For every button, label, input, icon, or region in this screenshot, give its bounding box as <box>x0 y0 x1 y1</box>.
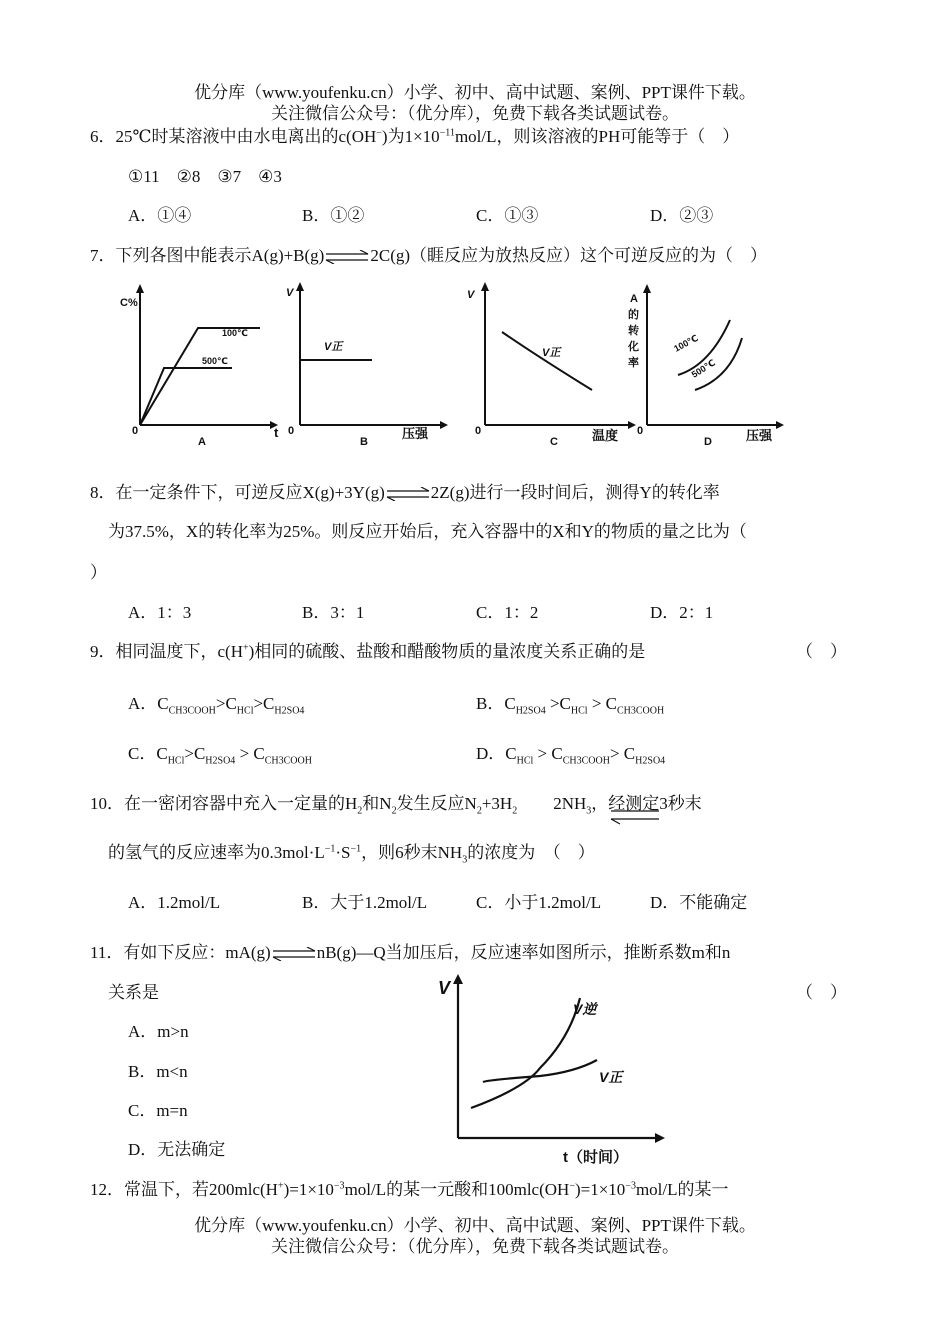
question-11-stem: 11．有如下反应：mA(g) nB(g)—Q当加压后，反应速率如图所示，推断系数m和n <box>90 943 731 962</box>
q11-ylabel: V <box>438 978 451 998</box>
graph-c-caption: C <box>550 436 558 448</box>
q11-curve-reverse <box>471 998 580 1108</box>
footer-line-2: 关注微信公众号：（优分库），免费下载各类试题试卷。 <box>271 1237 679 1256</box>
reversible-arrow-icon <box>385 487 431 501</box>
q11-xlabel: t（时间） <box>563 1149 628 1166</box>
graph-d-ylabel-4: 化 <box>628 341 639 353</box>
question-11-option-b[interactable]: B．m<n <box>128 1062 188 1081</box>
question-7-graphs <box>110 280 790 450</box>
graph-d-ylabel-3: 转 <box>628 325 639 337</box>
q11-curve-forward <box>483 1060 597 1082</box>
question-8-option-a[interactable]: A．1：3 <box>128 603 192 622</box>
question-10-option-c[interactable]: C．小于1.2mol/L <box>476 893 602 912</box>
graph-d-xlabel: 压强 <box>746 428 773 443</box>
question-10-stem: 10．在一密闭容器中充入一定量的$H_2$和$N_2$发生反应$N_2+3H_2$ $2NH_3$，经测定3秒末 <box>90 794 702 817</box>
graph-a-origin: 0 <box>132 425 139 437</box>
question-7-stem: 7．下列各图中能表示A(g)+B(g) 2C(g)（睚反应为放热反应）这个可逆反应的为（ ） <box>90 246 768 265</box>
graph-b-caption: B <box>360 436 368 448</box>
question-6-option-d[interactable]: D．②③ <box>650 206 714 225</box>
graph-d-ylabel-1: A <box>630 293 638 305</box>
question-9-option-a[interactable]: A．$C_{CH3COOH}>C_{HCl}>C_{H2SO4}$ <box>128 694 305 717</box>
graph-c-ylabel: V <box>467 289 475 301</box>
graph-b-xlabel: 压强 <box>402 426 429 441</box>
question-9-option-b[interactable]: B．$C_{H2SO4} >C_{HCl} > C_{CH3COOH}$ <box>476 694 665 717</box>
graph-d-curve-500-label: 500℃ <box>689 357 718 380</box>
question-8-option-d[interactable]: D．2：1 <box>650 603 714 622</box>
graph-a-curve-500 <box>140 368 232 425</box>
q11-curve-reverse-label: V逆 <box>573 1001 597 1017</box>
question-9-option-c[interactable]: C．$C_{HCl}>C_{H2SO4} > C_{CH3COOH}$ <box>128 744 312 767</box>
graph-a-caption: A <box>198 436 206 448</box>
graph-b-origin: 0 <box>288 425 295 437</box>
question-11-line-2: 关系是 <box>108 983 159 1002</box>
question-6-stem: 6．25℃时某溶液中由水电离出的c(OH−)为$1\times 10^{-11}mol/L$，则该溶液的PH可能等于（ ） <box>90 127 740 146</box>
graph-b-ylabel: V <box>286 287 294 299</box>
graph-d-ylabel-2: 的 <box>628 309 639 321</box>
graph-a-curve-500-label: 500℃ <box>202 356 228 366</box>
question-8-option-b[interactable]: B．3：1 <box>302 603 365 622</box>
graph-c-curve-label: V正 <box>542 347 561 359</box>
question-9-option-d[interactable]: D．$C_{HCl} > C_{CH3COOH}> C_{H2SO4}$ <box>476 744 666 767</box>
graph-b-x-arrow <box>440 421 448 429</box>
question-11-graph <box>405 968 670 1168</box>
graph-d-origin: 0 <box>637 425 644 437</box>
question-10-line-2: 的氢气的反应速率为$0.3mol\cdot L^{-1}\cdot S^{-1}$，则6秒末$NH_3$的浓度为 （ ） <box>108 843 595 866</box>
reversible-arrow-icon <box>609 804 661 826</box>
graph-a-ylabel: C% <box>120 297 138 309</box>
graph-c-origin: 0 <box>475 425 482 437</box>
question-9-bracket: （ ） <box>796 642 847 661</box>
graph-d-x-arrow <box>776 421 784 429</box>
graph-c-xlabel: 温度 <box>592 428 619 443</box>
question-10-option-b[interactable]: B．大于1.2mol/L <box>302 893 428 912</box>
graph-d-ylabel-5: 率 <box>628 357 639 369</box>
graph-c-curve <box>502 332 592 390</box>
question-6-option-c[interactable]: C．①③ <box>476 206 539 225</box>
question-11-bracket: （ ） <box>796 983 847 1002</box>
graph-d-curve-100-label: 100℃ <box>672 332 700 354</box>
question-11-option-c[interactable]: C．m=n <box>128 1101 188 1120</box>
graph-b-y-arrow <box>296 282 304 291</box>
graph-b-curve-label: V正 <box>324 341 343 353</box>
reversible-arrow-icon <box>271 947 317 961</box>
q11-x-arrow <box>655 1133 665 1143</box>
graph-d-y-arrow <box>643 284 651 293</box>
header-line-1: 优分库（www.youfenku.cn）小学、初中、高中试题、案例、PPT课件下载。 <box>194 83 756 102</box>
question-8-stem: 8．在一定条件下，可逆反应X(g)+3Y(g) 2Z(g)进行一段时间后，测得Y的转化率 <box>90 483 720 502</box>
question-12-stem: 12．常温下，若$200mlc(H^+)=1\times 10^{-3}mol/L$的某一元酸和$100mlc(OH^-)=1\times 10^{-3}mol/L$的某一 <box>90 1180 729 1199</box>
question-8-option-c[interactable]: C．1：2 <box>476 603 539 622</box>
question-6-option-a[interactable]: A．①④ <box>128 206 192 225</box>
graph-c-x-arrow <box>628 421 636 429</box>
question-8-line-2: 为37.5%，X的转化率为25%。则反应开始后，充入容器中的X和Y的物质的量之比为（ <box>108 522 747 541</box>
graph-a-y-arrow <box>136 284 144 293</box>
graph-c-y-arrow <box>481 282 489 291</box>
reversible-arrow-icon <box>324 250 370 264</box>
question-6-choices: ①11 ②8 ③7 ④3 <box>128 167 282 186</box>
graph-d-caption: D <box>704 436 712 448</box>
header-line-2: 关注微信公众号：（优分库），免费下载各类试题试卷。 <box>271 104 679 123</box>
question-8-line-3: ） <box>90 563 107 582</box>
question-10-option-d[interactable]: D．不能确定 <box>650 893 748 912</box>
graph-a-xlabel: t <box>274 425 279 440</box>
footer-line-1: 优分库（www.youfenku.cn）小学、初中、高中试题、案例、PPT课件下载。 <box>194 1216 756 1235</box>
q11-curve-forward-label: V正 <box>599 1069 623 1085</box>
question-11-option-a[interactable]: A．m>n <box>128 1022 189 1041</box>
question-9-stem: 9．相同温度下，c(H+)相同的硫酸、盐酸和醋酸物质的量浓度关系正确的是 <box>90 642 646 661</box>
graph-a-curve-100-label: 100℃ <box>222 328 248 338</box>
graph-a-curve-100 <box>140 328 260 425</box>
question-10-option-a[interactable]: A．1.2mol/L <box>128 893 221 912</box>
question-11-option-d[interactable]: D．无法确定 <box>128 1140 226 1159</box>
q11-y-arrow <box>453 974 463 984</box>
question-6-option-b[interactable]: B．①② <box>302 206 365 225</box>
